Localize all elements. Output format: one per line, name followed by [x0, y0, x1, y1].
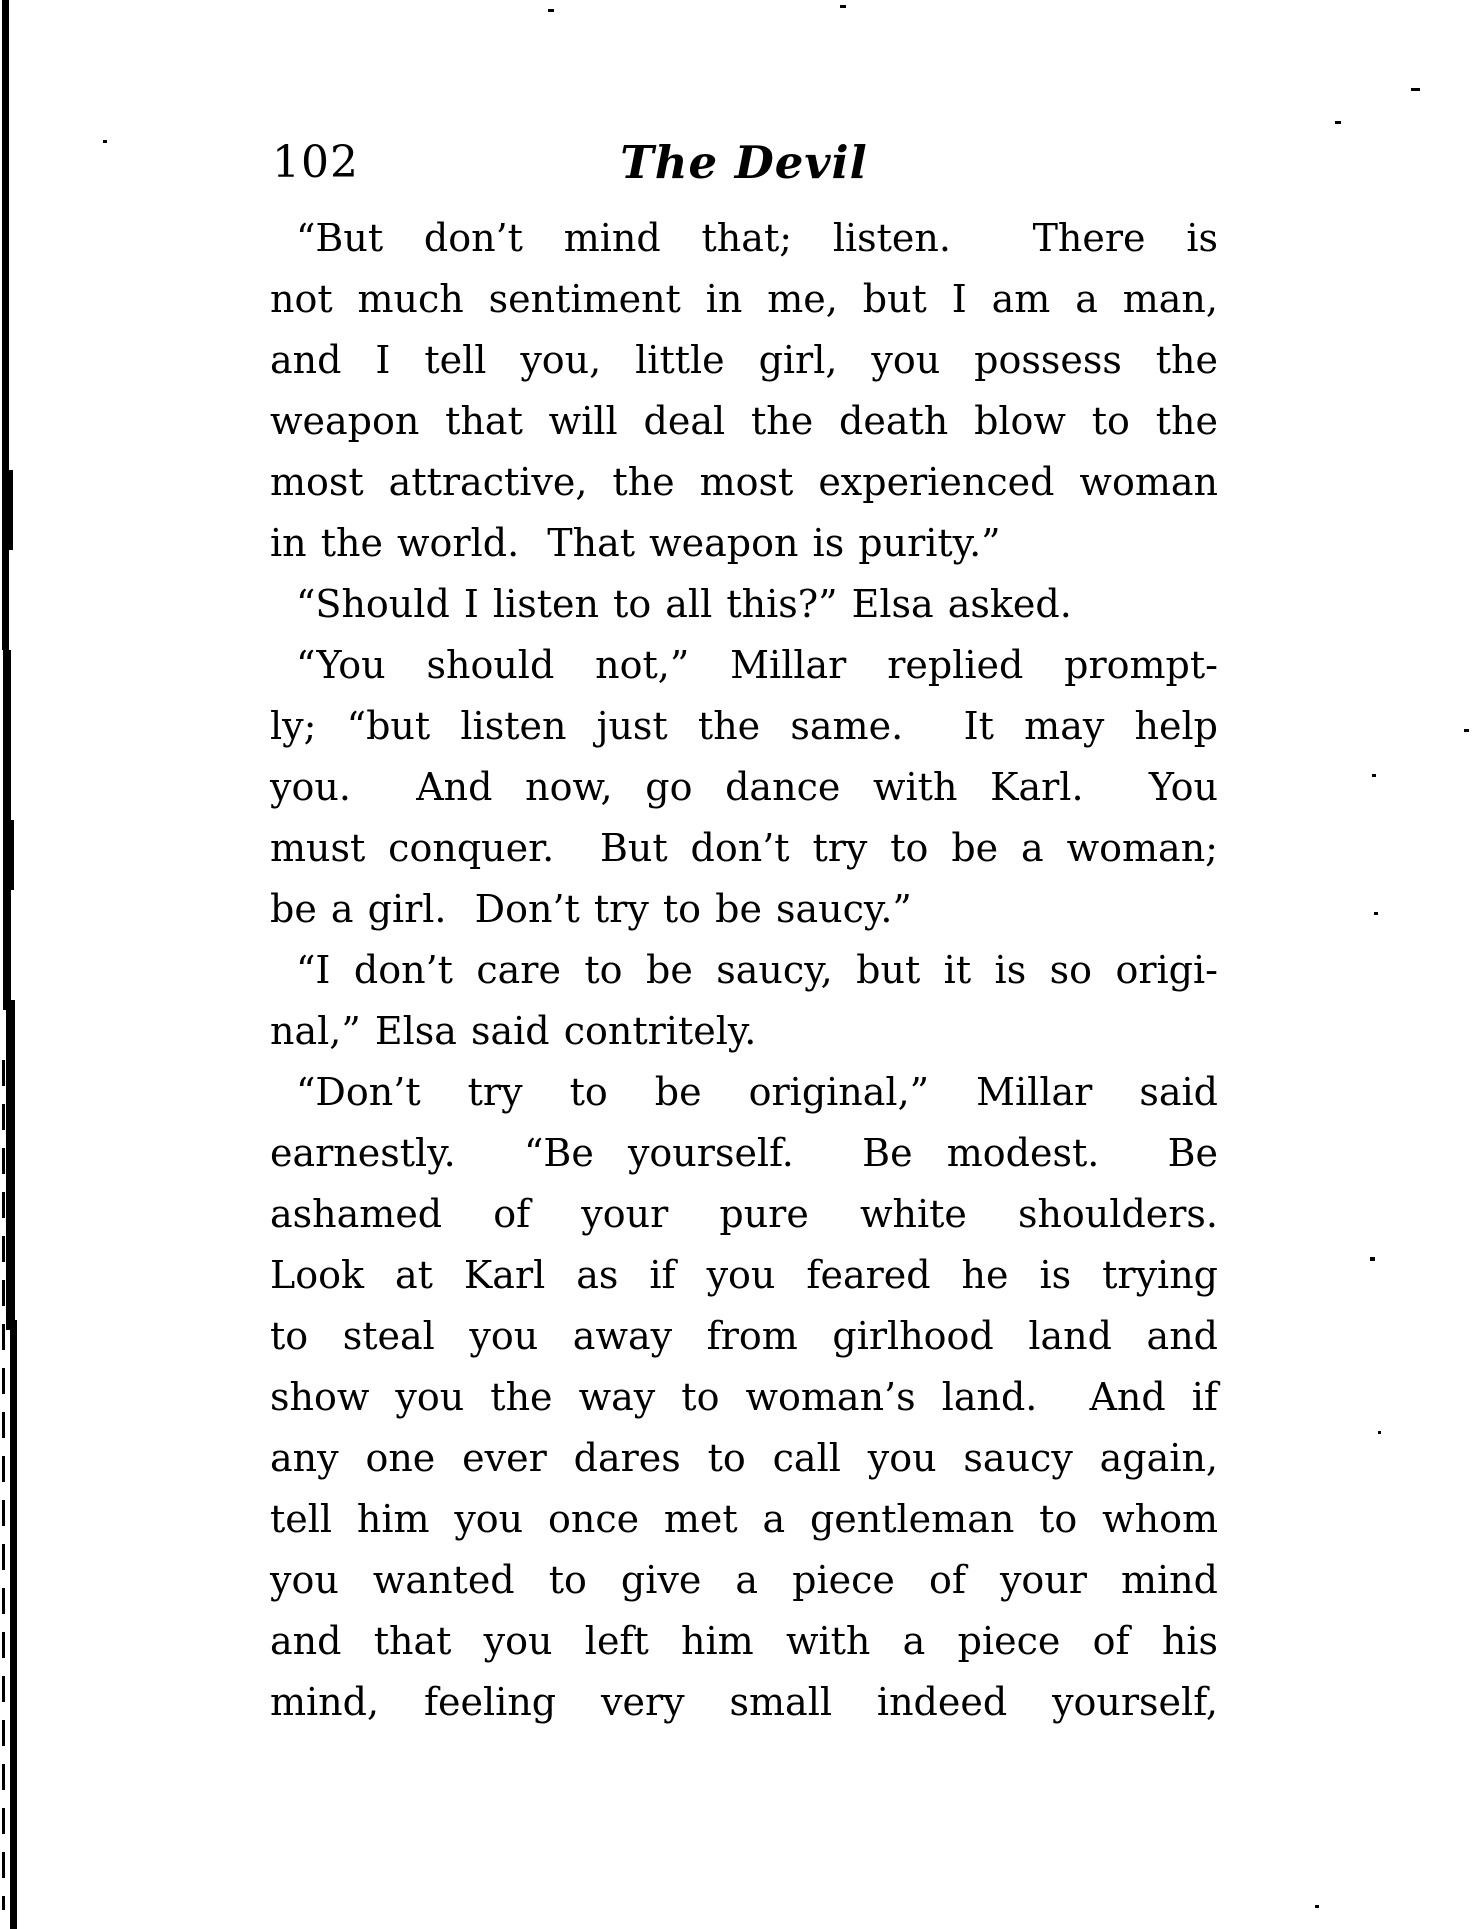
text-line: you wanted to give a piece of your mind — [270, 1558, 1218, 1602]
ink-speck — [548, 9, 554, 12]
text-line: in the world. That weapon is purity.” — [270, 521, 1001, 565]
text-line: and that you left him with a piece of his — [270, 1619, 1218, 1663]
text-line: ashamed of your pure white shoulders. — [270, 1192, 1218, 1236]
scan-gutter-dashed-line — [2, 1060, 5, 1910]
text-line: be a girl. Don’t try to be saucy.” — [270, 887, 912, 931]
scan-gutter-line — [6, 1000, 15, 1330]
page-header — [270, 134, 1218, 192]
text-block — [270, 208, 1218, 1733]
text-line: mind, feeling very small indeed yourself, — [270, 1680, 1218, 1724]
text-line: any one ever dares to call you saucy again, — [270, 1436, 1218, 1480]
ink-speck — [1372, 774, 1376, 777]
text-line: “But don’t mind that; listen. There is — [296, 216, 1218, 260]
ink-speck — [1411, 88, 1420, 91]
text-line: ly; “but listen just the same. It may help — [270, 704, 1218, 748]
ink-speck — [1378, 1431, 1381, 1434]
scan-gutter-line — [10, 1320, 17, 1929]
text-line: tell him you once met a gentleman to whom — [270, 1497, 1218, 1541]
ink-speck — [1374, 912, 1378, 915]
page-number: 102 — [272, 137, 359, 188]
ink-speck — [1315, 1905, 1319, 1908]
ink-speck — [840, 5, 846, 8]
text-line: must conquer. But don’t try to be a woman; — [270, 826, 1218, 870]
text-line: not much sentiment in me, but I am a man, — [270, 277, 1218, 321]
text-line: “Don’t try to be original,” Millar said — [296, 1070, 1218, 1114]
ink-speck — [1464, 729, 1469, 732]
ink-speck — [1370, 1257, 1375, 1261]
text-line: “Should I listen to all this?” Elsa asked. — [296, 582, 1072, 626]
text-line: earnestly. “Be yourself. Be modest. Be — [270, 1131, 1218, 1175]
text-line: “You should not,” Millar replied prompt- — [296, 643, 1218, 687]
text-line: to steal you away from girlhood land and — [270, 1314, 1218, 1358]
ink-speck — [103, 140, 107, 143]
text-line: most attractive, the most experienced woman — [270, 460, 1218, 504]
scan-gutter-line — [9, 820, 14, 890]
running-title: The Devil — [620, 136, 868, 189]
scan-gutter-line — [9, 470, 13, 550]
text-line: you. And now, go dance with Karl. You — [270, 765, 1218, 809]
text-line: weapon that will deal the death blow to the — [270, 399, 1218, 443]
text-line: show you the way to woman’s land. And if — [270, 1375, 1218, 1419]
text-line: nal,” Elsa said contritely. — [270, 1009, 757, 1053]
ink-speck — [1335, 121, 1341, 124]
text-line: “I don’t care to be saucy, but it is so origi- — [296, 948, 1218, 992]
text-line: and I tell you, little girl, you possess the — [270, 338, 1218, 382]
scan-gutter-line — [2, 0, 9, 650]
text-line: Look at Karl as if you feared he is trying — [270, 1253, 1218, 1297]
